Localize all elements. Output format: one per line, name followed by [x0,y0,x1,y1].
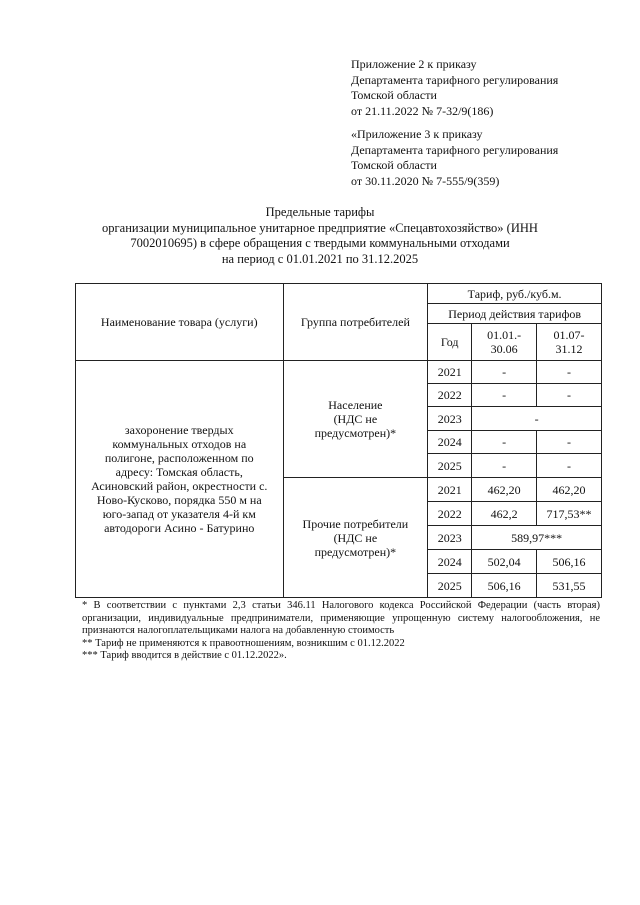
header-period: Период действия тарифов [428,304,602,324]
tariff-cell: 462,20 [472,478,537,502]
title-line: организации муниципальное унитарное предприятие «Спецавтохозяйство» (ИНН [102,220,538,235]
year-cell: 2024 [428,431,472,454]
tariff-cell: - [537,384,602,407]
year-cell: 2022 [428,502,472,526]
tariff-cell: 502,04 [472,550,537,574]
year-cell: 2021 [428,478,472,502]
tariff-table [75,283,602,598]
appendix-current-reference [351,57,621,119]
title-line: на период с 01.01.2021 по 31.12.2025 [221,251,419,266]
appendix-line: Департамента тарифного регулирования [351,142,559,157]
appendix-line: от 30.11.2020 № 7-555/9(359) [351,173,500,188]
header-year: Год [428,324,472,361]
header-group: Группа потребителей [283,284,428,361]
title-line: 7002010695) в сфере обращения с твердыми коммунальными отходами [130,236,510,250]
document-title [60,205,580,267]
appendix-line: Томской области [351,88,437,102]
tariff-cell: - [537,431,602,454]
appendix-prior-reference [351,127,621,189]
tariff-cell: 506,16 [537,550,602,574]
title-heading: Предельные тарифы [265,205,375,219]
footnote-vat: * В соответствии с пунктами 2,3 статьи 346.11 Налогового кодекса Российской Федерации (часть вторая) организации, индивидуальные предприниматели, применяющие упрощенную систему налогообложения, не признаются налогоплательщиками налога на добавленную стоимость [82,600,600,636]
footnotes [82,600,600,663]
header-second-half: 01.07- 31.12 [537,324,602,361]
appendix-line: Томской области [351,158,437,172]
table-row [76,361,602,384]
tariff-cell: - [537,454,602,478]
tariff-cell: 531,55 [537,574,602,598]
tariff-cell: - [472,384,537,407]
header-service: Наименование товара (услуги) [76,284,284,361]
year-cell: 2023 [428,526,472,550]
tariff-cell: 462,20 [537,478,602,502]
tariff-cell: - [472,431,537,454]
appendix-line: от 21.11.2022 № 7-32/9(186) [351,103,494,118]
tariff-cell: 717,53** [537,502,602,526]
table-header-row [76,284,602,304]
footnote-not-applied: ** Тариф не применяются к правоотношениям, возникшим с 01.12.2022 [82,637,405,649]
tariff-cell-merged: 589,97*** [472,526,602,550]
year-cell: 2021 [428,361,472,384]
tariff-cell: - [472,361,537,384]
year-cell: 2023 [428,407,472,431]
year-cell: 2025 [428,574,472,598]
group-population-cell: Население (НДС не предусмотрен)* [283,361,428,478]
header-first-half: 01.01.- 30.06 [472,324,537,361]
tariff-cell: 506,16 [472,574,537,598]
group-other-consumers-cell: Прочие потребители (НДС не предусмотрен)* [283,478,428,598]
appendix-line: Приложение 2 к приказу [351,57,477,71]
year-cell: 2025 [428,454,472,478]
year-cell: 2024 [428,550,472,574]
year-cell: 2022 [428,384,472,407]
appendix-line: «Приложение 3 к приказу [351,127,483,141]
service-name-cell: захоронение твердых коммунальных отходов на полигоне, расположенном по адресу: Томская область, Асиновский район, окрестности с. Ново-Кусково, порядка 550 м на юго-запад от указателя 4-й км автодороги Асино - Батурино [76,361,284,598]
tariff-cell: - [537,361,602,384]
footnote-effective-date: *** Тариф вводится в действие с 01.12.2022». [82,650,287,661]
tariff-cell-merged: - [472,407,602,431]
tariff-cell: - [472,454,537,478]
tariff-cell: 462,2 [472,502,537,526]
header-tariff: Тариф, руб./куб.м. [428,284,602,304]
appendix-line: Департамента тарифного регулирования [351,72,559,87]
